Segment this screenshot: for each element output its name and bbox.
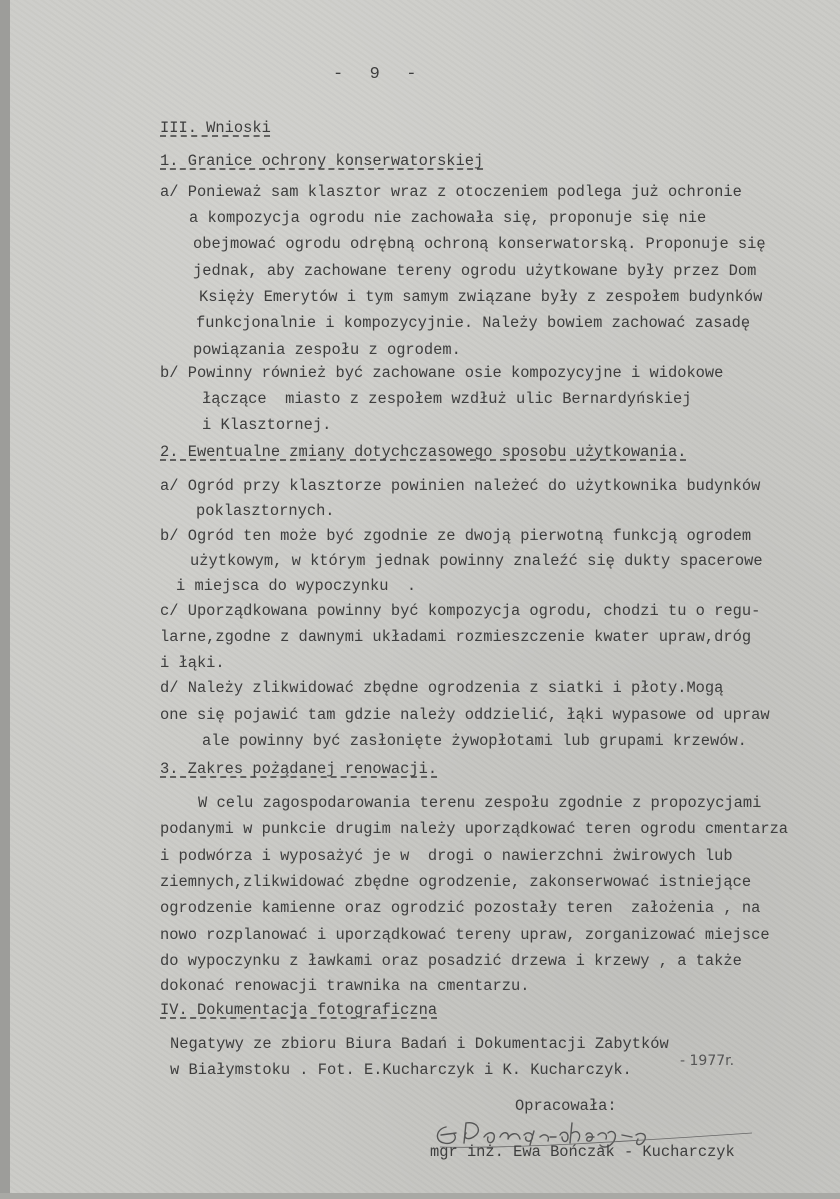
- text-line: jednak, aby zachowane tereny ogrodu użytkowane były przez Dom: [193, 262, 757, 280]
- signature-label: Opracowała:: [515, 1097, 617, 1115]
- scan-edge-left: [0, 0, 10, 1199]
- text-line: c/ Uporządkowana powinny być kompozycja ogrodu, chodzi tu o regu-: [160, 602, 761, 620]
- text-line: obejmować ogrodu odrębną ochroną konserwatorską. Proponuje się: [193, 235, 766, 253]
- text-line: a/ Ponieważ sam klasztor wraz z otoczeniem podlega już ochronie: [160, 183, 742, 201]
- text-line: ziemnych,zlikwidować zbędne ogrodzenie, zakonserwować istniejące: [160, 873, 752, 891]
- text-line: dokonać renowacji trawnika na cmentarzu.: [160, 977, 530, 995]
- author-name: mgr inż. Ewa Bończak - Kucharczyk: [430, 1143, 735, 1161]
- text-line: ogrodzenie kamienne oraz ogrodzić pozostały teren założenia , na: [160, 899, 761, 917]
- heading-usage-changes: 2. Ewentualne zmiany dotychczasowego sposobu użytkowania.: [160, 443, 687, 461]
- text-line: i Klasztornej.: [202, 416, 332, 434]
- text-line: i łąki.: [160, 654, 225, 672]
- text-line: powiązania zespołu z ogrodem.: [193, 341, 461, 359]
- text-line: one się pojawić tam gdzie należy oddzielić, łąki wypasowe od upraw: [160, 706, 770, 724]
- text-line: b/ Powinny również być zachowane osie kompozycyjne i widokowe: [160, 364, 724, 382]
- text-line: funkcjonalnie i kompozycyjnie. Należy bowiem zachować zasadę: [196, 314, 751, 332]
- text-line: podanymi w punkcie drugim należy uporządkować teren ogrodu cmentarza: [160, 820, 789, 838]
- text-line: użytkowym, w którym jednak powinny znaleźć się dukty spacerowe: [190, 552, 763, 570]
- text-line: w Białymstoku . Fot. E.Kucharczyk i K. Kucharczyk.: [170, 1061, 632, 1079]
- page-number: - 9 -: [333, 65, 419, 84]
- text-line: Negatywy ze zbioru Biura Badań i Dokumentacji Zabytków: [170, 1035, 669, 1053]
- text-line: Księży Emerytów i tym samym związane były z zespołem budynków: [199, 288, 763, 306]
- text-line: ale powinny być zasłonięte żywopłotami lub grupami krzewów.: [202, 732, 747, 750]
- text-line: a/ Ogród przy klasztorze powinien należeć do użytkownika budynków: [160, 477, 761, 495]
- scan-edge-bottom: [0, 1193, 840, 1199]
- text-line: larne,zgodne z dawnymi układami rozmieszczenie kwater upraw,dróg: [160, 628, 752, 646]
- text-line: a kompozycja ogrodu nie zachowała się, proponuje się nie: [189, 209, 707, 227]
- text-line: b/ Ogród ten może być zgodnie ze dwoją pierwotną funkcją ogrodem: [160, 527, 752, 545]
- heading-renovation-scope: 3. Zakres pożądanej renowacji.: [160, 760, 438, 778]
- text-line: poklasztornych.: [196, 502, 335, 520]
- text-line: nowo rozplanować i uporządkować tereny upraw, zorganizować miejsce: [160, 926, 770, 944]
- text-line: do wypoczynku z ławkami oraz posadzić drzewa i krzewy , a także: [160, 952, 742, 970]
- handwritten-year-note: - 1977r.: [680, 1053, 735, 1069]
- text-line: W celu zagospodarowania terenu zespołu zgodnie z propozycjami: [198, 794, 762, 812]
- text-line: i podwórza i wyposażyć je w drogi o nawierzchni żwirowych lub: [160, 847, 733, 865]
- text-line: łączące miasto z zespołem wzdłuż ulic Bernardyńskiej: [202, 390, 692, 408]
- text-line: i miejsca do wypoczynku .: [176, 577, 417, 595]
- heading-conservation-boundaries: 1. Granice ochrony konserwatorskiej: [160, 152, 484, 170]
- text-line: d/ Należy zlikwidować zbędne ogrodzenia z siatki i płoty.Mogą: [160, 679, 724, 697]
- section-heading-conclusions: III. Wnioski: [160, 119, 271, 137]
- section-heading-photo-documentation: IV. Dokumentacja fotograficzna: [160, 1001, 438, 1019]
